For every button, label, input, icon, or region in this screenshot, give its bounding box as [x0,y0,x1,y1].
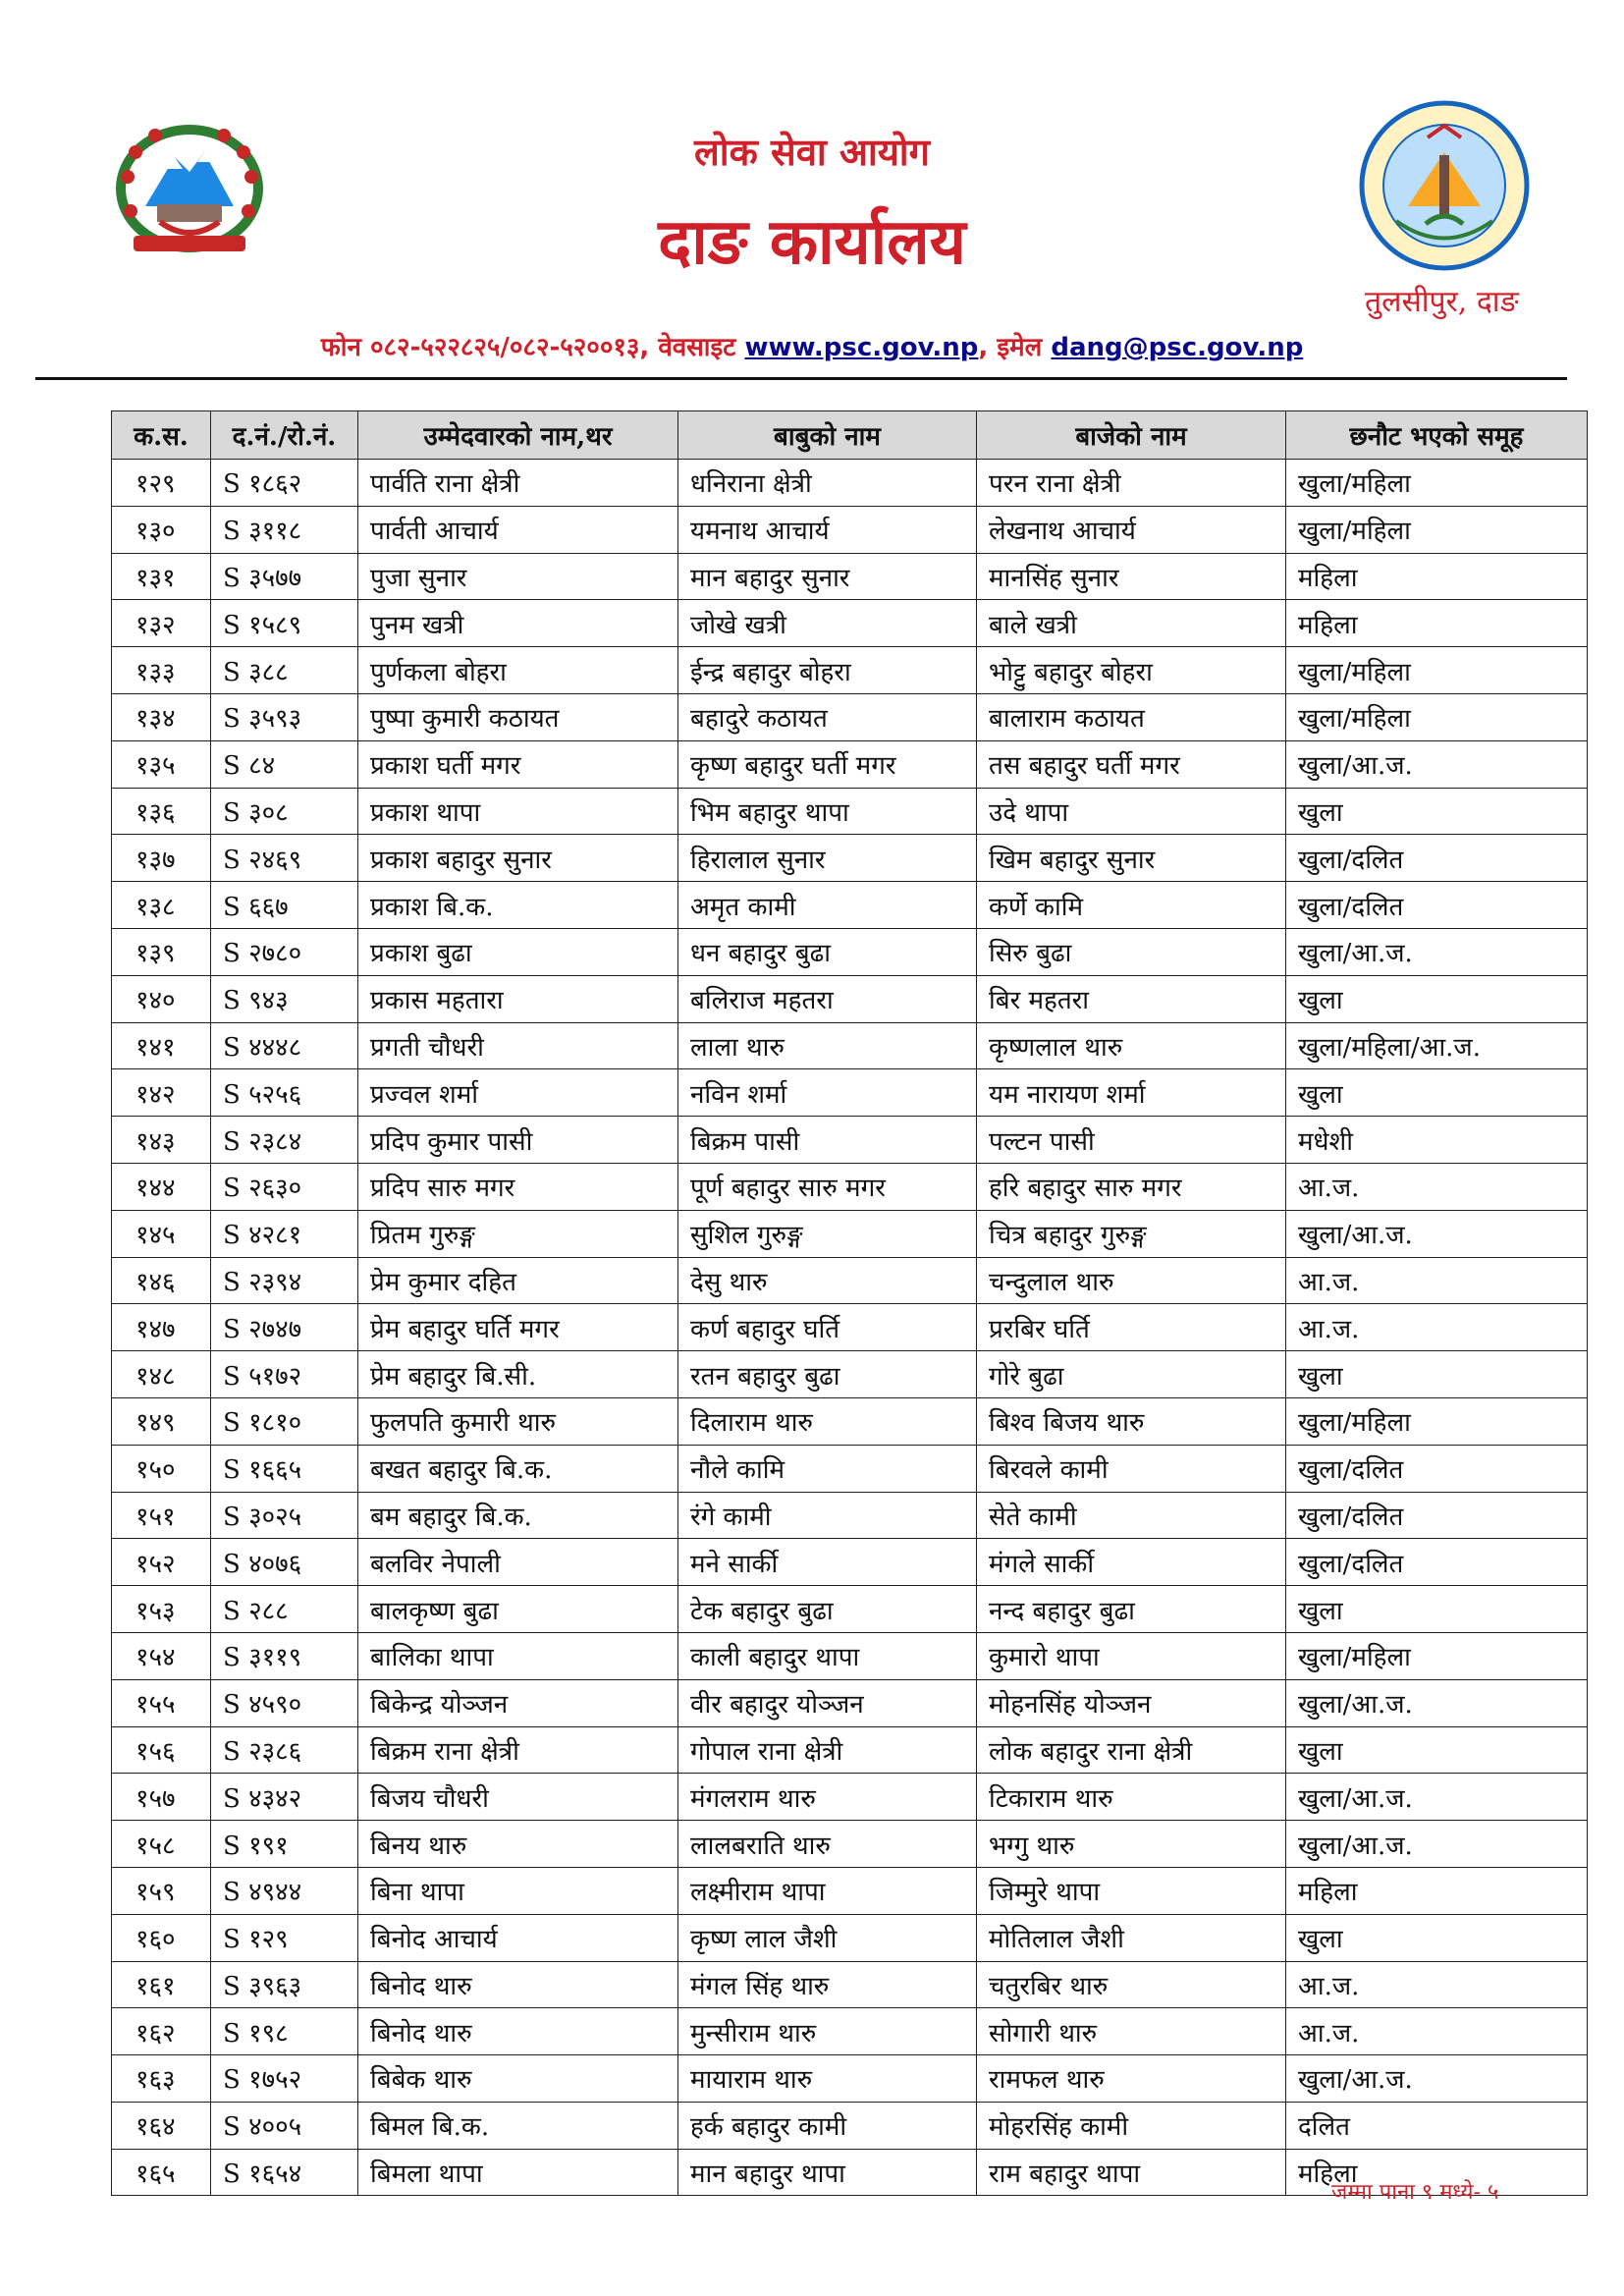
cell-roll-number: S १६५४ [211,2149,358,2196]
cell-roll-number: S १९८ [211,2008,358,2055]
cell-serial-number: १५७ [112,1774,211,1821]
cell-serial-number: १३७ [112,835,211,882]
cell-roll-number: S ३०८ [211,788,358,835]
column-header-candidate-name: उम्मेदवारको नाम,थर [358,411,678,460]
column-header-serial-number: क.स. [112,411,211,460]
table-header-row [112,411,1588,460]
contact-phone: फोन ०८२-५२२८२५/०८२-५२००१३, वेवसाइट [320,333,745,362]
cell-serial-number: १४१ [112,1022,211,1069]
cell-grandfather-name: भोट्टु बहादुर बोहरा [977,647,1286,694]
table-row [112,1961,1588,2008]
table-row [112,1726,1588,1774]
table-row [112,1351,1588,1398]
cell-father-name: कर्ण बहादुर घर्ति [678,1304,977,1351]
cell-father-name: यमनाथ आचार्य [678,506,977,553]
cell-roll-number: S १२९ [211,1914,358,1961]
cell-serial-number: १३५ [112,740,211,788]
table-row [112,1774,1588,1821]
cell-candidate-name: प्रकाश बुढा [358,928,678,975]
cell-candidate-name: पुजा सुनार [358,553,678,600]
cell-serial-number: १५२ [112,1539,211,1586]
table-row [112,1257,1588,1304]
cell-candidate-name: पुनम खत्री [358,600,678,647]
cell-father-name: लालबराति थारु [678,1821,977,1868]
cell-serial-number: १४७ [112,1304,211,1351]
cell-selected-group: खुला/आ.ज. [1286,2055,1588,2103]
cell-father-name: बलिराज महतरा [678,975,977,1022]
cell-father-name: कृष्ण बहादुर घर्ती मगर [678,740,977,788]
cell-roll-number: S ४२८१ [211,1210,358,1257]
cell-grandfather-name: खिम बहादुर सुनार [977,835,1286,882]
table-row [112,1210,1588,1257]
cell-selected-group: खुला/आ.ज. [1286,1210,1588,1257]
table-row [112,1163,1588,1210]
cell-roll-number: S २३९४ [211,1257,358,1304]
cell-candidate-name: बिकेन्द्र योञ्जन [358,1679,678,1726]
cell-grandfather-name: चतुरबिर थारु [977,1961,1286,2008]
cell-father-name: नविन शर्मा [678,1069,977,1117]
cell-grandfather-name: बिर महतरा [977,975,1286,1022]
cell-selected-group: खुला [1286,1351,1588,1398]
cell-selected-group: आ.ज. [1286,1304,1588,1351]
cell-father-name: दिलाराम थारु [678,1397,977,1445]
cell-serial-number: १५० [112,1445,211,1492]
cell-candidate-name: प्रकाश बि.क. [358,882,678,929]
cell-grandfather-name: चित्र बहादुर गुरुङ्ग [977,1210,1286,1257]
cell-selected-group: खुला [1286,788,1588,835]
cell-roll-number: S ३०२५ [211,1492,358,1539]
cell-grandfather-name: उदे थापा [977,788,1286,835]
cell-serial-number: १४३ [112,1117,211,1164]
organization-name: लोक सेवा आयोग [693,130,931,174]
table-row [112,600,1588,647]
cell-roll-number: S ३९६३ [211,1961,358,2008]
table-row [112,882,1588,929]
cell-selected-group: खुला/महिला [1286,693,1588,740]
cell-roll-number: S १८६२ [211,460,358,507]
cell-serial-number: १५३ [112,1586,211,1633]
cell-selected-group: खुला/आ.ज. [1286,740,1588,788]
cell-selected-group: खुला [1286,975,1588,1022]
page-count: जम्मा पाना ९ मध्ये- ५ [1331,2180,1499,2205]
table-row [112,506,1588,553]
cell-grandfather-name: टिकाराम थारु [977,1774,1286,1821]
cell-grandfather-name: बालाराम कठायत [977,693,1286,740]
table-row [112,647,1588,694]
website-link[interactable]: www.psc.gov.np [744,333,979,362]
cell-selected-group: दलित [1286,2102,1588,2149]
cell-serial-number: १५५ [112,1679,211,1726]
cell-selected-group: खुला/महिला [1286,647,1588,694]
table-row [112,1867,1588,1914]
cell-candidate-name: बिनोद आचार्य [358,1914,678,1961]
cell-candidate-name: प्रकास महतारा [358,975,678,1022]
cell-selected-group: खुला [1286,1586,1588,1633]
cell-selected-group: खुला/महिला [1286,506,1588,553]
table-row [112,1586,1588,1633]
cell-serial-number: १४४ [112,1163,211,1210]
cell-candidate-name: बिबेक थारु [358,2055,678,2103]
cell-father-name: मान बहादुर सुनार [678,553,977,600]
cell-serial-number: १६३ [112,2055,211,2103]
cell-selected-group: खुला/दलित [1286,1445,1588,1492]
cell-grandfather-name: सेते कामी [977,1492,1286,1539]
cell-candidate-name: बिनोद थारु [358,1961,678,2008]
cell-candidate-name: प्रेम बहादुर बि.सी. [358,1351,678,1398]
cell-father-name: धन बहादुर बुढा [678,928,977,975]
cell-roll-number: S २३८४ [211,1117,358,1164]
cell-serial-number: १६२ [112,2008,211,2055]
cell-grandfather-name: कर्णे कामि [977,882,1286,929]
cell-father-name: मान बहादुर थापा [678,2149,977,2196]
cell-roll-number: S ९४३ [211,975,358,1022]
cell-selected-group: खुला/आ.ज. [1286,1679,1588,1726]
cell-selected-group: खुला/महिला/आ.ज. [1286,1022,1588,1069]
cell-candidate-name: बिमल बि.क. [358,2102,678,2149]
cell-roll-number: S ५१७२ [211,1351,358,1398]
email-link[interactable]: dang@psc.gov.np [1051,333,1304,362]
cell-selected-group: महिला [1286,553,1588,600]
table-row [112,2055,1588,2103]
cell-candidate-name: प्रदिप कुमार पासी [358,1117,678,1164]
cell-candidate-name: बलविर नेपाली [358,1539,678,1586]
cell-candidate-name: बिनोद थारु [358,2008,678,2055]
cell-father-name: सुशिल गुरुङ्ग [678,1210,977,1257]
cell-grandfather-name: जिम्मुरे थापा [977,1867,1286,1914]
table-row [112,553,1588,600]
cell-father-name: लाला थारु [678,1022,977,1069]
cell-roll-number: S ३५९३ [211,693,358,740]
cell-serial-number: १३० [112,506,211,553]
table-row [112,1445,1588,1492]
cell-selected-group: आ.ज. [1286,1257,1588,1304]
cell-roll-number: S १५८९ [211,600,358,647]
table-row [112,1914,1588,1961]
header-divider [35,377,1567,380]
cell-roll-number: S १६६५ [211,1445,358,1492]
cell-grandfather-name: कुमारो थापा [977,1632,1286,1679]
cell-grandfather-name: बिरवले कामी [977,1445,1286,1492]
cell-roll-number: S ८४ [211,740,358,788]
cell-roll-number: S ४३४२ [211,1774,358,1821]
cell-candidate-name: बालकृष्ण बुढा [358,1586,678,1633]
cell-serial-number: १४२ [112,1069,211,1117]
cell-selected-group: खुला [1286,1914,1588,1961]
cell-selected-group: महिला [1286,1867,1588,1914]
cell-serial-number: १४६ [112,1257,211,1304]
cell-father-name: कृष्ण लाल जैशी [678,1914,977,1961]
cell-father-name: नौले कामि [678,1445,977,1492]
cell-candidate-name: बखत बहादुर बि.क. [358,1445,678,1492]
cell-roll-number: S १९१ [211,1821,358,1868]
cell-candidate-name: प्रकाश घर्ती मगर [358,740,678,788]
table-row [112,693,1588,740]
cell-father-name: मायाराम थारु [678,2055,977,2103]
cell-father-name: रंगे कामी [678,1492,977,1539]
cell-grandfather-name: परन राना क्षेत्री [977,460,1286,507]
cell-selected-group: मधेशी [1286,1117,1588,1164]
cell-selected-group: खुला/महिला [1286,1397,1588,1445]
table-row [112,2102,1588,2149]
table-row [112,1304,1588,1351]
cell-selected-group: खुला/महिला [1286,1632,1588,1679]
cell-selected-group: महिला [1286,600,1588,647]
cell-grandfather-name: भग्गु थारु [977,1821,1286,1868]
cell-grandfather-name: तस बहादुर घर्ती मगर [977,740,1286,788]
cell-roll-number: S १८१० [211,1397,358,1445]
cell-grandfather-name: पल्टन पासी [977,1117,1286,1164]
cell-selected-group: खुला/आ.ज. [1286,1821,1588,1868]
cell-roll-number: S ५२५६ [211,1069,358,1117]
cell-serial-number: १५९ [112,1867,211,1914]
table-row [112,1679,1588,1726]
cell-grandfather-name: मोतिलाल जैशी [977,1914,1286,1961]
table-row [112,1069,1588,1117]
cell-roll-number: S ३११८ [211,506,358,553]
cell-father-name: हिरालाल सुनार [678,835,977,882]
cell-serial-number: १३९ [112,928,211,975]
cell-grandfather-name: सिरु बुढा [977,928,1286,975]
cell-selected-group: आ.ज. [1286,1163,1588,1210]
cell-serial-number: १४८ [112,1351,211,1398]
cell-selected-group: आ.ज. [1286,2008,1588,2055]
cell-serial-number: १५१ [112,1492,211,1539]
cell-roll-number: S ६६७ [211,882,358,929]
cell-serial-number: १४९ [112,1397,211,1445]
cell-father-name: मने सार्की [678,1539,977,1586]
cell-father-name: जोखे खत्री [678,600,977,647]
cell-serial-number: १६५ [112,2149,211,2196]
cell-father-name: गोपाल राना क्षेत्री [678,1726,977,1774]
cell-roll-number: S २३८६ [211,1726,358,1774]
cell-grandfather-name: बाले खत्री [977,600,1286,647]
cell-grandfather-name: मोहनसिंह योञ्जन [977,1679,1286,1726]
table-row [112,460,1588,507]
cell-father-name: वीर बहादुर योञ्जन [678,1679,977,1726]
cell-father-name: अमृत कामी [678,882,977,929]
cell-candidate-name: बिना थापा [358,1867,678,1914]
cell-selected-group: महिला [1286,2149,1588,2196]
table-row [112,2008,1588,2055]
column-header-roll-number: द.नं./रो.नं. [211,411,358,460]
cell-selected-group: खुला [1286,1069,1588,1117]
table-row [112,1539,1588,1586]
table-row [112,928,1588,975]
cell-grandfather-name: रामफल थारु [977,2055,1286,2103]
cell-candidate-name: प्रदिप सारु मगर [358,1163,678,1210]
table-row [112,740,1588,788]
table-row [112,1117,1588,1164]
cell-serial-number: १६० [112,1914,211,1961]
cell-selected-group: खुला [1286,1726,1588,1774]
contact-email-label: , इमेल [978,333,1052,362]
cell-grandfather-name: लोक बहादुर राना क्षेत्री [977,1726,1286,1774]
table-row [112,835,1588,882]
cell-father-name: बिक्रम पासी [678,1117,977,1164]
cell-serial-number: १४० [112,975,211,1022]
cell-serial-number: १३२ [112,600,211,647]
cell-grandfather-name: यम नारायण शर्मा [977,1069,1286,1117]
cell-candidate-name: बिजय चौधरी [358,1774,678,1821]
cell-candidate-name: पार्वती आचार्य [358,506,678,553]
cell-selected-group: खुला/आ.ज. [1286,928,1588,975]
cell-roll-number: S २४६९ [211,835,358,882]
office-location: तुलसीपुर, दाङ [1365,285,1519,319]
cell-serial-number: १३६ [112,788,211,835]
cell-selected-group: खुला/दलित [1286,882,1588,929]
results-table [111,410,1588,2196]
table-row [112,1492,1588,1539]
cell-candidate-name: बिमला थापा [358,2149,678,2196]
cell-selected-group: खुला/आ.ज. [1286,1774,1588,1821]
cell-roll-number: S २७४७ [211,1304,358,1351]
cell-father-name: देसु थारु [678,1257,977,1304]
cell-selected-group: आ.ज. [1286,1961,1588,2008]
cell-candidate-name: फुलपति कुमारी थारु [358,1397,678,1445]
cell-roll-number: S १७५२ [211,2055,358,2103]
cell-roll-number: S ३५७७ [211,553,358,600]
cell-roll-number: S २८८ [211,1586,358,1633]
cell-father-name: टेक बहादुर बुढा [678,1586,977,1633]
column-header-grandfather-name: बाजेको नाम [977,411,1286,460]
cell-serial-number: १३८ [112,882,211,929]
cell-candidate-name: प्रेम बहादुर घर्ति मगर [358,1304,678,1351]
cell-grandfather-name: मोहरसिंह कामी [977,2102,1286,2149]
cell-selected-group: खुला/दलित [1286,1492,1588,1539]
cell-serial-number: १३४ [112,693,211,740]
cell-candidate-name: प्रितम गुरुङ्ग [358,1210,678,1257]
cell-roll-number: S २७८० [211,928,358,975]
contact-line [0,328,1624,363]
cell-father-name: बहादुरे कठायत [678,693,977,740]
cell-roll-number: S ४५९० [211,1679,358,1726]
cell-father-name: लक्ष्मीराम थापा [678,1867,977,1914]
cell-father-name: भिम बहादुर थापा [678,788,977,835]
cell-roll-number: S ४०७६ [211,1539,358,1586]
cell-candidate-name: प्रकाश बहादुर सुनार [358,835,678,882]
table-row [112,1632,1588,1679]
cell-father-name: ईन्द्र बहादुर बोहरा [678,647,977,694]
cell-grandfather-name: कृष्णलाल थारु [977,1022,1286,1069]
table-row [112,1821,1588,1868]
cell-serial-number: १४५ [112,1210,211,1257]
cell-father-name: हर्क बहादुर कामी [678,2102,977,2149]
cell-serial-number: १३३ [112,647,211,694]
cell-grandfather-name: लेखनाथ आचार्य [977,506,1286,553]
cell-grandfather-name: राम बहादुर थापा [977,2149,1286,2196]
cell-father-name: रतन बहादुर बुढा [678,1351,977,1398]
cell-candidate-name: पुर्णकला बोहरा [358,647,678,694]
cell-selected-group: खुला/महिला [1286,460,1588,507]
office-name: दाङ कार्यालय [658,205,966,279]
cell-grandfather-name: चन्दुलाल थारु [977,1257,1286,1304]
cell-serial-number: १३१ [112,553,211,600]
cell-serial-number: १५४ [112,1632,211,1679]
cell-candidate-name: बालिका थापा [358,1632,678,1679]
cell-candidate-name: बिनय थारु [358,1821,678,1868]
column-header-father-name: बाबुको नाम [678,411,977,460]
cell-selected-group: खुला/दलित [1286,1539,1588,1586]
cell-father-name: मंगलराम थारु [678,1774,977,1821]
table-row [112,1022,1588,1069]
cell-father-name: धनिराना क्षेत्री [678,460,977,507]
cell-serial-number: १५८ [112,1821,211,1868]
cell-candidate-name: पुष्पा कुमारी कठायत [358,693,678,740]
cell-grandfather-name: नन्द बहादुर बुढा [977,1586,1286,1633]
cell-father-name: काली बहादुर थापा [678,1632,977,1679]
cell-candidate-name: प्रेम कुमार दहित [358,1257,678,1304]
cell-candidate-name: बिक्रम राना क्षेत्री [358,1726,678,1774]
cell-candidate-name: पार्वति राना क्षेत्री [358,460,678,507]
cell-father-name: पूर्ण बहादुर सारु मगर [678,1163,977,1210]
cell-grandfather-name: प्ररबिर घर्ति [977,1304,1286,1351]
cell-candidate-name: प्रकाश थापा [358,788,678,835]
cell-roll-number: S ४००५ [211,2102,358,2149]
cell-serial-number: १६१ [112,1961,211,2008]
cell-roll-number: S ३८८ [211,647,358,694]
cell-candidate-name: प्रगती चौधरी [358,1022,678,1069]
cell-roll-number: S ४९४४ [211,1867,358,1914]
cell-selected-group: खुला/दलित [1286,835,1588,882]
cell-grandfather-name: मानसिंह सुनार [977,553,1286,600]
table-row [112,788,1588,835]
cell-father-name: मुन्सीराम थारु [678,2008,977,2055]
cell-candidate-name: बम बहादुर बि.क. [358,1492,678,1539]
cell-grandfather-name: गोरे बुढा [977,1351,1286,1398]
column-header-selected-group: छनौट भएको समूह [1286,411,1588,460]
cell-roll-number: S २६३० [211,1163,358,1210]
cell-grandfather-name: मंगले सार्की [977,1539,1286,1586]
table-row [112,1397,1588,1445]
cell-serial-number: १२९ [112,460,211,507]
table-row [112,975,1588,1022]
cell-grandfather-name: हरि बहादुर सारु मगर [977,1163,1286,1210]
cell-candidate-name: प्रज्वल शर्मा [358,1069,678,1117]
cell-grandfather-name: सोगारी थारु [977,2008,1286,2055]
cell-roll-number: S ३११९ [211,1632,358,1679]
cell-serial-number: १५६ [112,1726,211,1774]
cell-roll-number: S ४४४८ [211,1022,358,1069]
cell-father-name: मंगल सिंह थारु [678,1961,977,2008]
cell-grandfather-name: बिश्व बिजय थारु [977,1397,1286,1445]
cell-serial-number: १६४ [112,2102,211,2149]
